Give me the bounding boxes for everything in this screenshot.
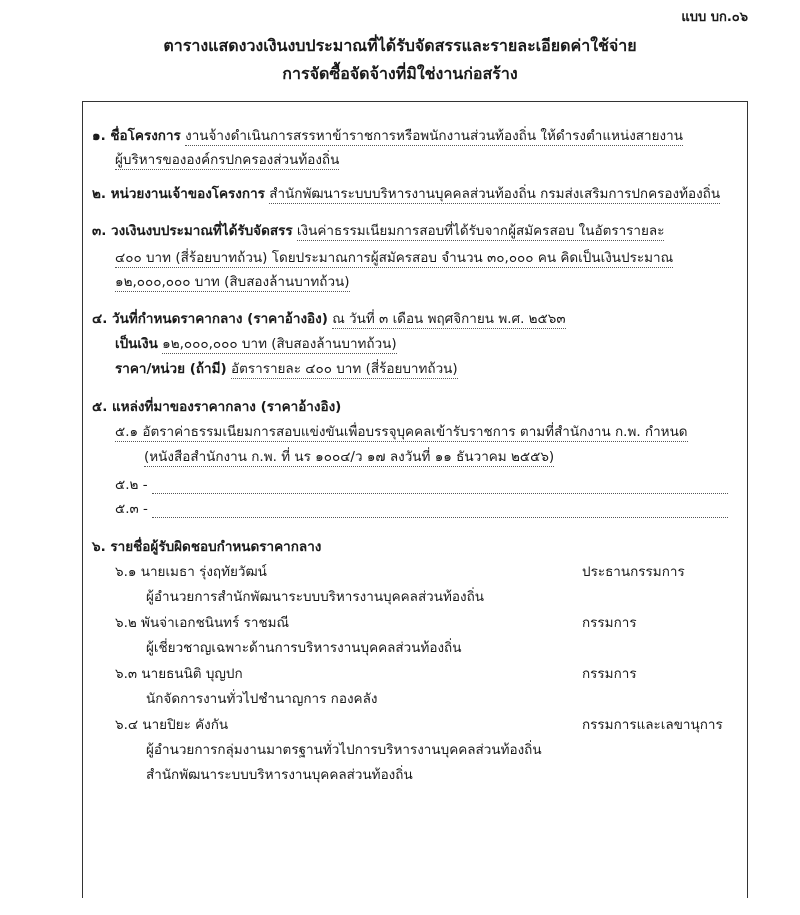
person-name: ๖.๑ นายเมธา รุ่งฤทัยวัฒน์ <box>115 564 267 580</box>
person-name: ๖.๒ พันจ่าเอกชนินทร์ ราชมณี <box>115 615 290 631</box>
person-name: ๖.๓ นายธนนิติ บุญปก <box>115 666 243 682</box>
item4-amount-label: เป็นเงิน <box>115 336 158 352</box>
item2-row <box>92 185 720 203</box>
item5-label: ๕. แหล่งที่มาของราคากลาง (ราคาอ้างอิง) <box>92 399 342 415</box>
person-position: ผู้อำนวยการสำนักพัฒนาระบบบริหารงานบุคคลส่วนท้องถิ่น <box>146 589 484 605</box>
person-role: กรรมการและเลขานุการ <box>582 717 723 733</box>
form-code: แบบ บก.๐๖ <box>681 10 748 25</box>
item4-unit-label: ราคา/หน่วย (ถ้ามี) <box>115 361 227 377</box>
item4-amount-row <box>115 335 397 353</box>
item1-row <box>92 127 683 145</box>
item2-value: สำนักพัฒนาระบบบริหารงานบุคคลส่วนท้องถิ่น กรมส่งเสริมการปกครองท้องถิ่น <box>269 186 721 202</box>
item5-s3-dotline <box>152 500 728 518</box>
person-position: ผู้เชี่ยวชาญเฉพาะด้านการบริหารงานบุคคลส่วนท้องถิ่น <box>146 640 462 656</box>
item3-value-line3: ๑๒,๐๐๐,๐๐๐ บาท (สิบสองล้านบาทถ้วน) <box>115 274 350 290</box>
item4-unit-value: อัตรารายละ ๔๐๐ บาท (สี่ร้อยบาทถ้วน) <box>230 361 458 377</box>
item3-value-line2: ๔๐๐ บาท (สี่ร้อยบาทถ้วน) โดยประมาณการผู้สมัครสอบ จำนวน ๓๐,๐๐๐ คน คิดเป็นเงินประมาณ <box>115 250 674 266</box>
person-position: นักจัดการงานทั่วไปชำนาญการ กองคลัง <box>146 691 378 707</box>
document-title: ตารางแสดงวงเงินงบประมาณที่ได้รับจัดสรรและรายละเอียดค่าใช้จ่าย <box>163 36 637 55</box>
item5-s2-dotline <box>152 476 728 494</box>
item1-row2 <box>115 151 339 169</box>
item2-label: ๒. หน่วยงานเจ้าของโครงการ <box>92 186 265 202</box>
item4-unit-row <box>115 360 458 378</box>
item5-s1-line1: ๕.๑ อัตราค่าธรรมเนียมการสอบแข่งขันเพื่อบรรจุบุคคลเข้ารับราชการ ตามที่สำนักงาน ก.พ. กำหนด <box>115 424 688 440</box>
person-position: ผู้อำนวยการกลุ่มงานมาตรฐานทั่วไปการบริหารงานบุคคลส่วนท้องถิ่น <box>146 742 542 758</box>
item1-value-line1: งานจ้างดำเนินการสรรหาข้าราชการหรือพนักงานส่วนท้องถิ่น ให้ดำรงตำแหน่งสายงาน <box>185 128 683 144</box>
item5-s1-row <box>115 423 688 441</box>
item1-label: ๑. ชื่อโครงการ <box>92 128 181 144</box>
item5-s2: ๕.๒ - <box>115 477 148 493</box>
item3-row <box>92 222 664 240</box>
item6-label: ๖. รายชื่อผู้รับผิดชอบกำหนดราคากลาง <box>92 539 322 555</box>
person-role: ประธานกรรมการ <box>582 564 685 580</box>
person-name: ๖.๔ นายปิยะ คังกัน <box>115 717 229 733</box>
person-role: กรรมการ <box>582 666 637 682</box>
item5-s1-row2 <box>144 448 554 466</box>
item1-value-line2: ผู้บริหารขององค์กรปกครองส่วนท้องถิ่น <box>115 152 340 168</box>
item4-date-value: ณ วันที่ ๓ เดือน พฤศจิกายน พ.ศ. ๒๕๖๓ <box>332 311 566 327</box>
item4-row <box>92 310 566 328</box>
item5-s1-line2: (หนังสือสำนักงาน ก.พ. ที่ นร ๑๐๐๔/ว ๑๗ ลงวันที่ ๑๑ ธันวาคม ๒๕๕๖) <box>144 449 555 465</box>
item4-amount-value: ๑๒,๐๐๐,๐๐๐ บาท (สิบสองล้านบาทถ้วน) <box>162 336 397 352</box>
document-subtitle: การจัดซื้อจัดจ้างที่มิใช่งานก่อสร้าง <box>282 64 518 83</box>
item4-label: ๔. วันที่กำหนดราคากลาง (ราคาอ้างอิง) <box>92 311 328 327</box>
person-role: กรรมการ <box>582 615 637 631</box>
item3-label: ๓. วงเงินงบประมาณที่ได้รับจัดสรร <box>92 223 293 239</box>
item3-row2 <box>115 249 673 267</box>
item5-s3: ๕.๓ - <box>115 501 148 517</box>
person-position: สำนักพัฒนาระบบบริหารงานบุคคลส่วนท้องถิ่น <box>146 767 413 783</box>
item3-value-line1: เงินค่าธรรมเนียมการสอบที่ได้รับจากผู้สมัครสอบ ในอัตรารายละ <box>296 223 665 239</box>
item3-row3 <box>115 273 350 291</box>
